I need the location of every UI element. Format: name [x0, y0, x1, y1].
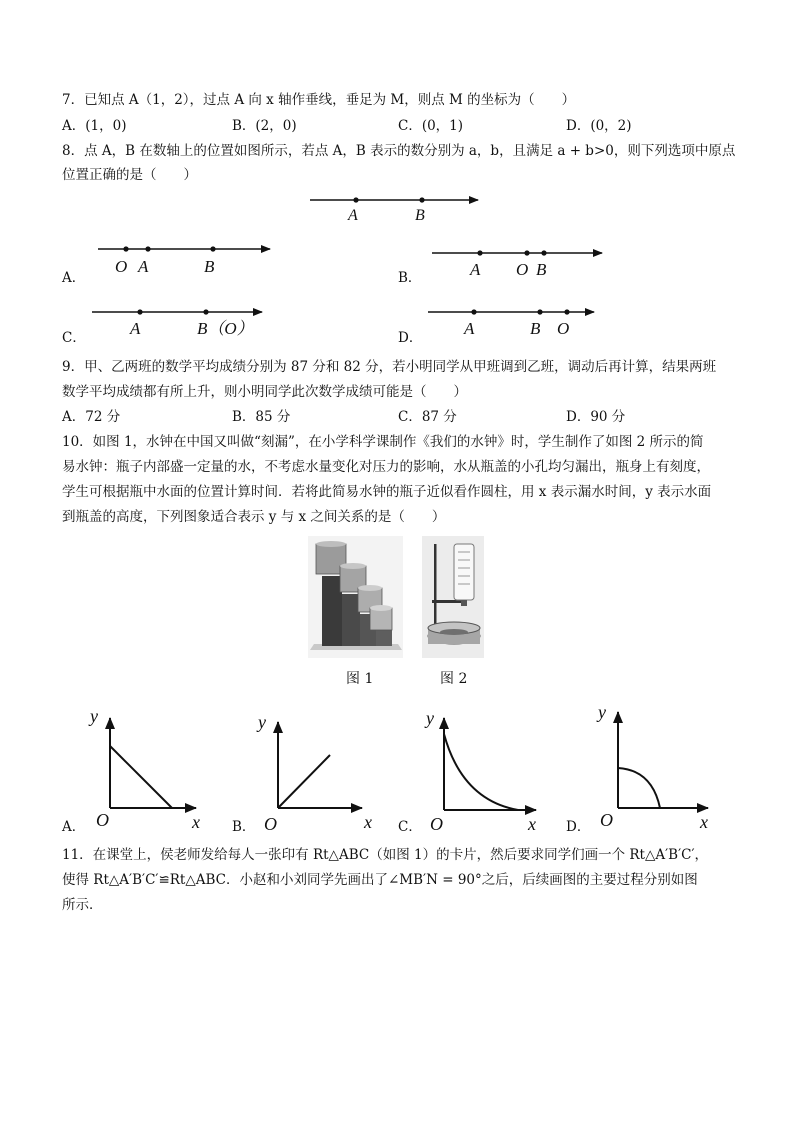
q7-option-b[interactable]: B．(2，0)	[232, 118, 297, 134]
q8-c-label-bo: B（O）	[197, 319, 254, 338]
q10-graph-b	[256, 712, 372, 834]
q9-stem-line2: 数学平均成绩都有所上升，则小明同学此次数学成绩可能是（ ）	[62, 384, 467, 400]
q10-c-origin: O	[430, 814, 443, 834]
q10-stem-line3: 学生可根据瓶中水面的位置计算时间．若将此简易水钟的瓶子近似看作圆柱，用 x 表示漏水时间，y 表示水面	[62, 484, 712, 500]
q10-stem-line4: 到瓶盖的高度，下列图象适合表示 y 与 x 之间关系的是（ ）	[62, 509, 446, 525]
q8-a-label-o: O	[115, 257, 128, 276]
q10-b-y-label: y	[258, 712, 266, 732]
q10-option-c-letter[interactable]: C．	[398, 819, 422, 835]
q10-b-origin: O	[264, 814, 277, 834]
q10-d-origin: O	[600, 810, 613, 830]
q10-c-y-label: y	[426, 708, 434, 728]
q8-ref-label-b: B	[415, 207, 425, 224]
q9-option-c[interactable]: C．87 分	[398, 409, 457, 425]
q8-stem-line1: 8．点 A，B 在数轴上的位置如图所示，若点 A，B 表示的数分别为 a，b，且满足 a + b>0，则下列选项中原点	[62, 143, 736, 159]
q8-d-label-b: B	[530, 319, 541, 338]
q10-b-x-label: x	[364, 812, 372, 832]
q10-graph-a	[88, 706, 200, 832]
q8-a-label-b: B	[204, 257, 215, 276]
q10-c-x-label: x	[528, 814, 536, 834]
q8-d-label-a: A	[464, 319, 475, 338]
q10-option-a-letter[interactable]: A．	[62, 819, 86, 835]
q10-option-b-letter[interactable]: B．	[232, 819, 256, 835]
q9-option-a[interactable]: A．72 分	[62, 409, 121, 425]
q8-b-label-a: A	[470, 260, 481, 279]
q10-a-origin: O	[96, 810, 109, 830]
q8-option-a-letter[interactable]: A．	[62, 270, 86, 286]
q8-d-label-o: O	[557, 319, 570, 338]
q11-stem-line3: 所示．	[62, 897, 103, 913]
q10-stem-line2: 易水钟：瓶子内部盛一定量的水，不考虑水量变化对压力的影响，水从瓶盖的小孔均匀漏出，瓶身上有刻度，	[62, 459, 710, 475]
q10-graph-d	[596, 702, 708, 832]
q7-stem: 7．已知点 A（1，2），过点 A 向 x 轴作垂线，垂足为 M，则点 M 的坐标为（ ）	[62, 92, 576, 108]
q10-option-d-letter[interactable]: D．	[566, 819, 591, 835]
q10-a-x-label: x	[192, 812, 200, 832]
q9-option-d[interactable]: D．90 分	[566, 409, 626, 425]
figure2-caption: 图 2	[440, 671, 468, 687]
q8-option-b-letter[interactable]: B．	[398, 270, 422, 286]
q8-c-label-a: A	[130, 319, 141, 338]
q11-stem-line2: 使得 Rt△A′B′C′≌Rt△ABC．小赵和小刘同学先画出了∠MB′N = 90°之后，后续画图的主要过程分别如图	[62, 872, 698, 888]
q8-ref-label-a: A	[348, 207, 358, 224]
q8-option-d-letter[interactable]: D．	[398, 330, 423, 346]
q11-stem-line1: 11．在课堂上，侯老师发给每人一张印有 Rt△ABC（如图 1）的卡片，然后要求同学们画一个 Rt△A′B′C′，	[62, 847, 709, 863]
q8-stem-line2: 位置正确的是（ ）	[62, 167, 197, 183]
q9-option-b[interactable]: B．85 分	[232, 409, 291, 425]
q8-b-label-o: O	[516, 260, 529, 279]
q8-a-label-a: A	[138, 257, 149, 276]
q10-stem-line1: 10．如图 1，水钟在中国又叫做“刻漏”，在小学科学课制作《我们的水钟》时，学生制作了如图 2 所示的简	[62, 434, 704, 450]
q8-option-c-letter[interactable]: C．	[62, 330, 86, 346]
q8-b-label-b: B	[536, 260, 547, 279]
q7-option-a[interactable]: A．(1，0)	[62, 118, 127, 134]
q10-a-y-label: y	[90, 706, 98, 726]
q7-option-d[interactable]: D．(0，2)	[566, 118, 632, 134]
q7-option-c[interactable]: C．(0，1)	[398, 118, 464, 134]
q10-graph-c	[424, 708, 536, 834]
figure1-caption: 图 1	[346, 671, 374, 687]
q9-stem-line1: 9．甲、乙两班的数学平均成绩分别为 87 分和 82 分，若小明同学从甲班调到乙班，调动后再计算，结果两班	[62, 359, 717, 375]
q10-d-y-label: y	[598, 702, 606, 722]
q10-d-x-label: x	[700, 812, 708, 832]
